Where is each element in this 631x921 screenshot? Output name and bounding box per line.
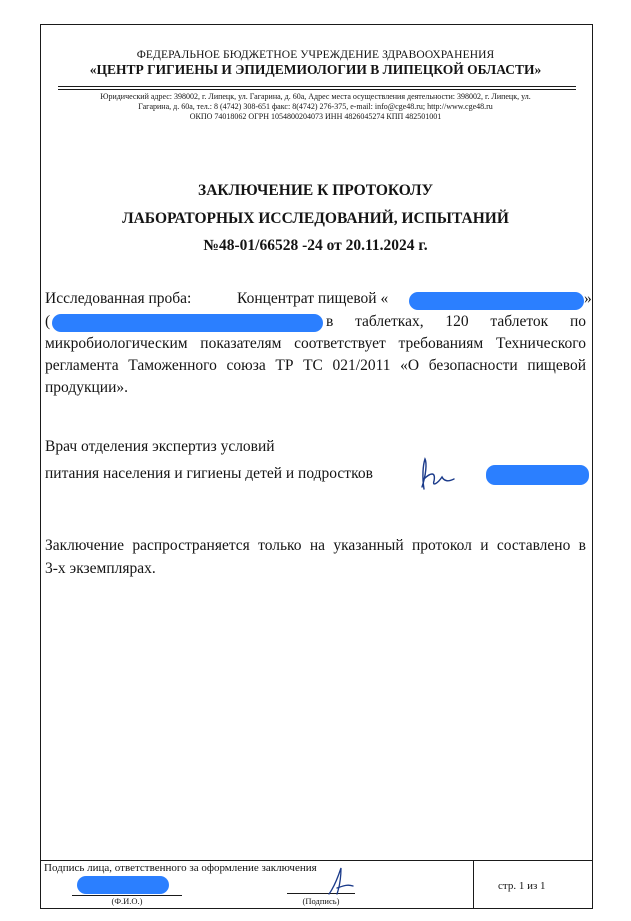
address-line-2: Гагарина, д. 60а, тел.: 8 (4742) 308-651 факс: 8(4742) 276-375, e-mail: info@cge48.ru; http://www.cge48.ru xyxy=(138,102,493,111)
conclusion-line-1: Заключение распространяется только на указанный протокол и составлено в xyxy=(45,537,586,554)
doctor-signature xyxy=(412,455,462,495)
title-line-3: №48-01/66528 -24 от 20.11.2024 г. xyxy=(203,237,428,254)
fio-label: (Ф.И.О.) xyxy=(111,896,143,906)
responsible-signature xyxy=(323,864,359,898)
title-line-2: ЛАБОРАТОРНЫХ ИССЛЕДОВАНИЙ, ИСПЫТАНИЙ xyxy=(122,210,509,227)
sample-product-prefix: Концентрат пищевой « xyxy=(237,290,389,307)
footer-responsible-label: Подпись лица, ответственного за оформление заключения xyxy=(44,862,317,874)
redacted-manufacturer xyxy=(52,314,323,332)
quote-close: » xyxy=(584,290,592,307)
sample-line-3: микробиологическим показателям соответствует требованиям Технического xyxy=(45,335,586,352)
sample-line-2: в таблетках, 120 таблеток по xyxy=(326,313,586,330)
doctor-line-1: Врач отделения экспертиз условий xyxy=(45,438,275,455)
header-rule-bottom xyxy=(58,89,576,90)
redacted-product-name xyxy=(409,292,584,310)
org-line-2: «ЦЕНТР ГИГИЕНЫ И ЭПИДЕМИОЛОГИИ В ЛИПЕЦКОЙ ОБЛАСТИ» xyxy=(89,62,542,77)
title-line-1: ЗАКЛЮЧЕНИЕ К ПРОТОКОЛУ xyxy=(198,182,433,199)
org-line-1: ФЕДЕРАЛЬНОЕ БЮДЖЕТНОЕ УЧРЕЖДЕНИЕ ЗДРАВООХРАНЕНИЯ xyxy=(136,49,495,61)
redacted-doctor-name xyxy=(486,465,589,485)
footer-divider xyxy=(473,860,474,909)
sample-line-4: регламента Таможенного союза ТР ТС 021/2011 «О безопасности пищевой xyxy=(45,357,586,374)
paren-open: ( xyxy=(45,313,51,330)
doctor-line-2: питания населения и гигиены детей и подростков xyxy=(45,465,373,482)
address-line-3: ОКПО 74018062 ОГРН 1054800204073 ИНН 4826045274 КПП 482501001 xyxy=(189,112,442,121)
address-line-1: Юридический адрес: 398002, г. Липецк, ул. Гагарина, д. 60а, Адрес места осуществления деятельности: 398002, г. Липецк, ул. xyxy=(100,92,531,101)
page-number: стр. 1 из 1 xyxy=(498,880,546,892)
header-rule-top xyxy=(58,86,576,87)
signature-label: (Подпись) xyxy=(302,896,340,906)
redacted-responsible-name xyxy=(77,876,169,894)
sample-line-5: продукции». xyxy=(45,379,129,396)
sample-label: Исследованная проба: xyxy=(45,290,192,307)
conclusion-line-2: 3-х экземплярах. xyxy=(45,560,156,577)
footer-rule xyxy=(40,860,593,861)
